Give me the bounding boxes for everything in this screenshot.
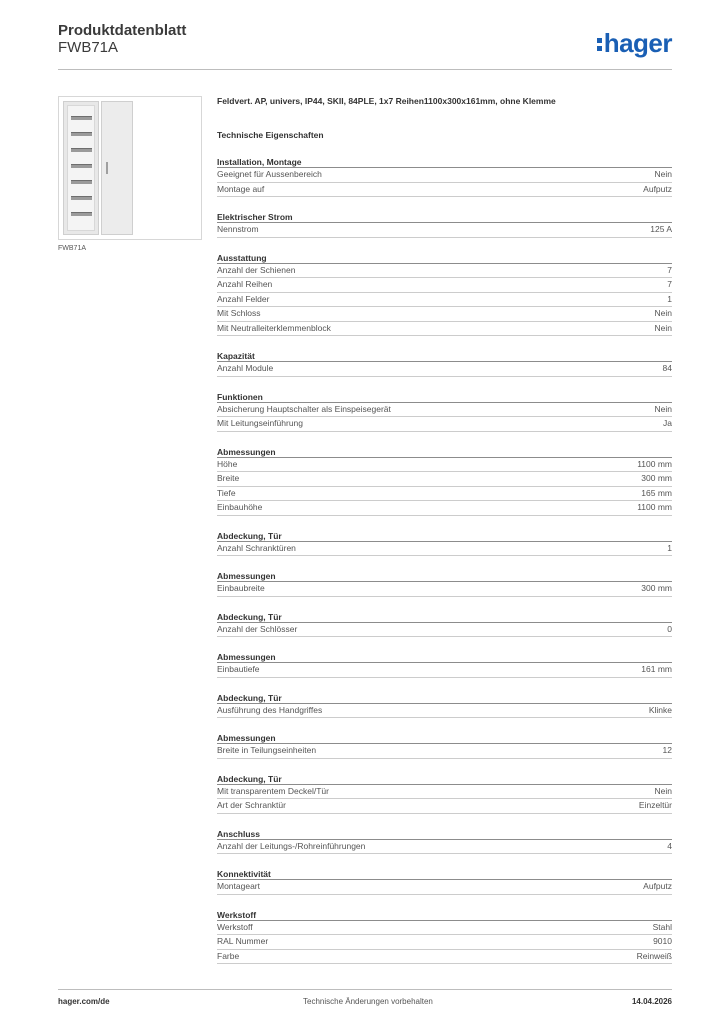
spec-section <box>217 773 672 814</box>
spec-value: Ja <box>663 418 672 428</box>
product-details <box>217 96 672 964</box>
spec-row <box>217 362 672 377</box>
spec-label: RAL Nummer <box>217 936 269 946</box>
product-image <box>58 96 202 240</box>
spec-row <box>217 799 672 814</box>
spec-section <box>217 570 672 597</box>
spec-row <box>217 921 672 936</box>
spec-value: 300 mm <box>641 473 672 483</box>
din-rail-icon <box>71 196 92 200</box>
spec-row <box>217 293 672 308</box>
spec-label: Mit Neutralleiterklemmenblock <box>217 322 331 333</box>
hager-logo <box>597 28 672 59</box>
spec-row <box>217 935 672 950</box>
spec-row <box>217 785 672 800</box>
spec-value: 7 <box>667 264 672 275</box>
section-title: Abmessungen <box>217 732 672 744</box>
spec-section <box>217 828 672 855</box>
spec-label: Nennstrom <box>217 224 259 234</box>
spec-value: 1 <box>667 542 672 553</box>
spec-row <box>217 278 672 293</box>
spec-value: 161 mm <box>641 664 672 674</box>
spec-label: Einbauhöhe <box>217 502 263 512</box>
spec-label: Anzahl Module <box>217 363 274 373</box>
din-rail-icon <box>71 164 92 168</box>
spec-row <box>217 307 672 322</box>
spec-section <box>217 350 672 377</box>
spec-label: Höhe <box>217 458 238 469</box>
section-title: Abmessungen <box>217 570 672 582</box>
spec-value: 7 <box>667 279 672 289</box>
din-rail-icon <box>71 180 92 184</box>
spec-section <box>217 868 672 895</box>
spec-section <box>217 692 672 719</box>
spec-row <box>217 623 672 638</box>
spec-row <box>217 950 672 965</box>
spec-row <box>217 472 672 487</box>
section-title: Abdeckung, Tür <box>217 692 672 704</box>
spec-section <box>217 156 672 197</box>
spec-row <box>217 264 672 279</box>
specification-sections <box>217 156 672 964</box>
spec-label: Absicherung Hauptschalter als Einspeisegerät <box>217 403 391 414</box>
image-caption: FWB71A <box>58 245 87 252</box>
logo-text: hager <box>603 28 672 58</box>
section-title: Ausstattung <box>217 252 672 264</box>
spec-value: Nein <box>654 322 672 333</box>
spec-value: 165 mm <box>641 487 672 498</box>
spec-label: Werkstoff <box>217 921 253 932</box>
section-title: Kapazität <box>217 350 672 362</box>
spec-value: Nein <box>654 403 672 414</box>
document-header <box>58 22 672 70</box>
footer-notice: Technische Änderungen vorbehalten <box>303 997 433 1006</box>
spec-value: Einzeltür <box>638 800 672 810</box>
din-rail-icon <box>71 116 92 120</box>
section-title: Installation, Montage <box>217 156 672 168</box>
cabinet-interior <box>67 105 95 231</box>
spec-section <box>217 252 672 337</box>
spec-label: Anzahl Schranktüren <box>217 542 296 553</box>
spec-label: Anzahl der Leitungs-/Rohreinführungen <box>217 840 366 851</box>
spec-value: 0 <box>667 623 672 634</box>
spec-label: Tiefe <box>217 487 236 498</box>
spec-row <box>217 487 672 502</box>
spec-row <box>217 501 672 516</box>
footer-website: hager.com/de <box>58 997 110 1006</box>
spec-label: Geeignet für Aussenbereich <box>217 169 322 179</box>
spec-label: Farbe <box>217 950 240 961</box>
spec-value: 12 <box>662 745 672 755</box>
spec-label: Breite in Teilungseinheiten <box>217 745 317 755</box>
spec-row <box>217 417 672 432</box>
technical-properties-heading: Technische Eigenschaften <box>217 130 324 140</box>
spec-value: Aufputz <box>643 183 672 194</box>
spec-label: Anzahl Reihen <box>217 279 273 289</box>
section-title: Abdeckung, Tür <box>217 773 672 785</box>
product-description: Feldvert. AP, univers, IP44, SKII, 84PLE, 1x7 Reihen1100x300x161mm, ohne Klemme <box>217 96 556 106</box>
article-number: FWB71A <box>58 39 119 56</box>
spec-value: 1 <box>667 293 672 304</box>
spec-row <box>217 322 672 337</box>
spec-section <box>217 651 672 678</box>
spec-row <box>217 663 672 678</box>
spec-section <box>217 611 672 638</box>
spec-value: 300 mm <box>641 583 672 593</box>
spec-row <box>217 840 672 855</box>
section-title: Konnektivität <box>217 868 672 880</box>
spec-label: Anzahl der Schienen <box>217 264 296 275</box>
spec-row <box>217 744 672 759</box>
section-title: Anschluss <box>217 828 672 840</box>
cabinet-door-icon <box>101 101 133 235</box>
spec-section <box>217 211 672 238</box>
header-divider <box>58 69 672 70</box>
spec-value: Nein <box>654 308 672 318</box>
spec-value: 1100 mm <box>637 458 672 469</box>
spec-label: Mit Schloss <box>217 308 261 318</box>
section-title: Abdeckung, Tür <box>217 611 672 623</box>
spec-row <box>217 223 672 238</box>
spec-value: 1100 mm <box>637 502 672 512</box>
spec-value: Aufputz <box>643 881 672 891</box>
section-title: Abmessungen <box>217 651 672 663</box>
document-title: Produktdatenblatt <box>58 22 187 39</box>
spec-value: 9010 <box>653 936 672 946</box>
door-handle-icon <box>106 162 108 174</box>
footer-date: 14.04.2026 <box>631 997 672 1006</box>
spec-row <box>217 542 672 557</box>
footer-divider <box>58 989 672 990</box>
spec-value: 125 A <box>650 224 672 234</box>
spec-label: Einbautiefe <box>217 664 260 674</box>
logo-dots-icon <box>597 34 603 54</box>
spec-label: Ausführung des Handgriffes <box>217 704 323 715</box>
spec-label: Art der Schranktür <box>217 800 286 810</box>
spec-label: Anzahl der Schlösser <box>217 623 298 634</box>
din-rail-icon <box>71 148 92 152</box>
spec-value: Reinweiß <box>636 950 672 961</box>
section-title: Funktionen <box>217 391 672 403</box>
spec-value: Nein <box>654 785 672 796</box>
section-title: Abdeckung, Tür <box>217 530 672 542</box>
spec-label: Montage auf <box>217 183 265 194</box>
spec-section <box>217 391 672 432</box>
spec-value: 4 <box>667 840 672 851</box>
spec-section <box>217 909 672 965</box>
spec-value: 84 <box>662 363 672 373</box>
spec-row <box>217 880 672 895</box>
spec-row <box>217 458 672 473</box>
din-rail-icon <box>71 212 92 216</box>
spec-label: Mit transparentem Deckel/Tür <box>217 785 329 796</box>
spec-section <box>217 446 672 516</box>
spec-label: Einbaubreite <box>217 583 265 593</box>
spec-row <box>217 582 672 597</box>
spec-value: Nein <box>654 169 672 179</box>
spec-label: Anzahl Felder <box>217 293 270 304</box>
spec-row <box>217 168 672 183</box>
spec-row <box>217 183 672 198</box>
din-rail-icon <box>71 132 92 136</box>
spec-row <box>217 403 672 418</box>
spec-label: Breite <box>217 473 240 483</box>
section-title: Elektrischer Strom <box>217 211 672 223</box>
cabinet-body-icon <box>63 101 99 235</box>
spec-label: Mit Leitungseinführung <box>217 418 304 428</box>
spec-section <box>217 732 672 759</box>
spec-label: Montageart <box>217 881 260 891</box>
section-title: Abmessungen <box>217 446 672 458</box>
spec-row <box>217 704 672 719</box>
section-title: Werkstoff <box>217 909 672 921</box>
spec-value: Klinke <box>648 704 672 715</box>
spec-value: Stahl <box>652 921 672 932</box>
spec-section <box>217 530 672 557</box>
